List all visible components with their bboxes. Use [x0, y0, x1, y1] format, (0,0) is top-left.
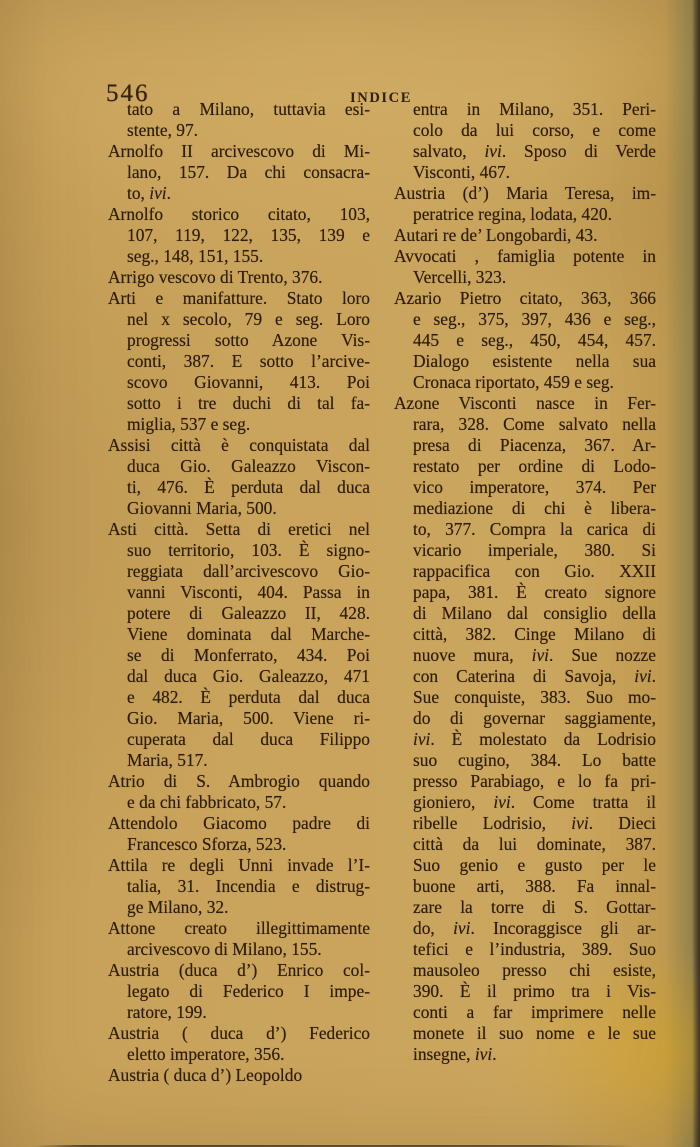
- index-entry: [108, 918, 370, 960]
- index-entry: [108, 141, 370, 204]
- index-line: tato a Milano, tuttavia esi-: [127, 99, 370, 119]
- index-line: vicario imperiale, 380. Si: [413, 540, 656, 560]
- index-line: duca Gio. Galeazzo Viscon-: [127, 456, 370, 476]
- index-entry: [108, 1023, 370, 1065]
- index-line: to, 377. Compra la carica di: [413, 519, 656, 539]
- scan-edge-shadow: [693, 0, 700, 1147]
- index-line: legato di Federico I impe-: [127, 981, 370, 1001]
- index-line: Arrigo vescovo di Trento, 376.: [108, 267, 323, 287]
- index-line: vanni Visconti, 404. Passa in: [127, 582, 370, 602]
- index-line: Austria (d’) Maria Teresa, im-: [394, 183, 656, 203]
- index-column-left: [108, 99, 370, 1086]
- index-line: Viene dominata dal Marche-: [127, 624, 370, 644]
- index-line: Suo genio e gusto per le: [413, 855, 656, 875]
- index-line: Austria ( duca d’) Federico: [108, 1023, 370, 1043]
- index-line: gioniero, ivi. Come tratta il: [413, 792, 656, 812]
- index-line: Attila re degli Unni invade l’I-: [108, 855, 370, 875]
- index-line: potere di Galeazzo II, 428.: [127, 603, 370, 623]
- index-line: Austria ( duca d’) Leopoldo: [108, 1065, 303, 1085]
- index-line: cuperata dal duca Filippo: [127, 729, 370, 749]
- index-line: scovo Giovanni, 413. Poi: [127, 372, 370, 392]
- index-line: Assisi città è conquistata dal: [108, 435, 370, 455]
- index-line: do, ivi. Incoraggisce gli ar-: [413, 918, 656, 938]
- index-line: Maria, 517.: [127, 750, 208, 770]
- index-entry: [394, 99, 656, 183]
- index-line: conti a far imprimere nelle: [413, 1002, 656, 1022]
- index-line: città, 382. Cinge Milano di: [413, 624, 656, 644]
- index-line: nuove mura, ivi. Sue nozze: [413, 645, 656, 665]
- index-line: mausoleo presso chi esiste,: [413, 960, 656, 980]
- index-line: se di Monferrato, 434. Poi: [127, 645, 370, 665]
- index-line: Cronaca riportato, 459 e seg.: [413, 372, 614, 392]
- index-entry: [394, 246, 656, 288]
- index-line: Arnolfo storico citato, 103,: [108, 204, 370, 224]
- index-line: rappacifica con Gio. XXII: [413, 561, 656, 581]
- index-line: Austria (duca d’) Enrico col-: [108, 960, 370, 980]
- index-line: Asti città. Setta di eretici nel: [108, 519, 370, 539]
- index-line: do di governar saggiamente,: [413, 708, 656, 728]
- index-entry: [108, 435, 370, 519]
- index-line: papa, 381. È creato signore: [413, 582, 656, 602]
- index-line: salvato, ivi. Sposo di Verde: [413, 141, 656, 161]
- index-line: presso Parabiago, e lo fa pri-: [413, 771, 656, 791]
- index-line: ivi. È molestato da Lodrisio: [413, 729, 656, 749]
- index-line: vico imperatore, 374. Per: [413, 477, 656, 497]
- index-line: e 482. È perduta dal duca: [127, 687, 370, 707]
- index-line: nel x secolo, 79 e seg. Loro: [127, 309, 370, 329]
- index-line: città da lui dominate, 387.: [413, 834, 656, 854]
- index-line: suo territorio, 103. È signo-: [127, 540, 370, 560]
- index-line: arcivescovo di Milano, 155.: [127, 939, 322, 959]
- index-entry: [108, 204, 370, 267]
- index-entry: [394, 183, 656, 225]
- index-line: Azario Pietro citato, 363, 366: [394, 288, 656, 308]
- index-line: Francesco Sforza, 523.: [127, 834, 287, 854]
- running-title: INDICE: [350, 90, 412, 106]
- index-line: sotto i tre duchi di tal fa-: [127, 393, 370, 413]
- index-line: Visconti, 467.: [413, 162, 511, 182]
- index-line: conti, 387. E sotto l’arcive-: [127, 351, 370, 371]
- index-line: insegne, ivi.: [413, 1044, 497, 1064]
- index-line: talia, 31. Incendia e distrug-: [127, 876, 370, 896]
- index-line: colo da lui corso, e come: [413, 120, 656, 140]
- index-entry: [108, 99, 370, 141]
- index-line: progressi sotto Azone Vis-: [127, 330, 370, 350]
- index-entry: [394, 393, 656, 1065]
- index-line: eletto imperatore, 356.: [127, 1044, 285, 1064]
- index-line: Arti e manifatture. Stato loro: [108, 288, 370, 308]
- index-line: ti, 476. È perduta dal duca: [127, 477, 370, 497]
- index-line: Attendolo Giacomo padre di: [108, 813, 370, 833]
- index-line: 445 e seg., 450, 454, 457.: [413, 330, 656, 350]
- index-line: mediazione di chi è libera-: [413, 498, 656, 518]
- index-line: to, ivi.: [127, 183, 171, 203]
- index-entry: [108, 519, 370, 771]
- index-entry: [108, 1065, 370, 1086]
- index-line: ratore, 199.: [127, 1002, 207, 1022]
- index-line: buone arti, 388. Fa innal-: [413, 876, 656, 896]
- index-line: 107, 119, 122, 135, 139 e: [127, 225, 370, 245]
- index-line: tefici e l’industria, 389. Suo: [413, 939, 656, 959]
- index-line: ge Milano, 32.: [127, 897, 229, 917]
- index-line: miglia, 537 e seg.: [127, 414, 251, 434]
- index-line: restato per ordine di Lodo-: [413, 456, 656, 476]
- index-line: lano, 157. Da chi consacra-: [127, 162, 370, 182]
- index-line: zare la torre di S. Gottar-: [413, 897, 656, 917]
- index-entry: [394, 225, 656, 246]
- index-line: Sue conquiste, 383. Suo mo-: [413, 687, 656, 707]
- index-text-block: [108, 99, 656, 1086]
- index-line: Attone creato illegittimamente: [108, 918, 370, 938]
- index-line: Atrio di S. Ambrogio quando: [108, 771, 370, 791]
- index-entry: [108, 855, 370, 918]
- index-line: seg., 148, 151, 155.: [127, 246, 264, 266]
- page-number: 546: [106, 80, 150, 107]
- index-entry: [394, 288, 656, 393]
- index-line: Avvocati , famiglia potente in: [394, 246, 656, 266]
- index-line: e seg., 375, 397, 436 e seg.,: [413, 309, 656, 329]
- index-column-right: [394, 99, 656, 1086]
- index-entry: [108, 960, 370, 1023]
- index-line: Dialogo esistente nella sua: [413, 351, 656, 371]
- index-line: Gio. Maria, 500. Viene ri-: [127, 708, 370, 728]
- index-entry: [108, 288, 370, 435]
- index-line: entra in Milano, 351. Peri-: [413, 99, 656, 119]
- index-line: monete il suo nome e le sue: [413, 1023, 656, 1043]
- index-line: suo cugino, 384. Lo batte: [413, 750, 656, 770]
- index-line: ribelle Lodrisio, ivi. Dieci: [413, 813, 656, 833]
- index-line: 390. È il primo tra i Vis-: [413, 981, 656, 1001]
- index-line: peratrice regina, lodata, 420.: [413, 204, 612, 224]
- index-entry: [108, 771, 370, 813]
- index-line: dal duca Gio. Galeazzo, 471: [127, 666, 370, 686]
- index-entry: [108, 813, 370, 855]
- index-line: e da chi fabbricato, 57.: [127, 792, 287, 812]
- index-line: reggiata dall’arcivescovo Gio-: [127, 561, 370, 581]
- index-entry: [108, 267, 370, 288]
- index-line: di Milano dal consiglio della: [413, 603, 656, 623]
- index-line: stente, 97.: [127, 120, 198, 140]
- index-line: Giovanni Maria, 500.: [127, 498, 277, 518]
- index-line: rara, 328. Come salvato nella: [413, 414, 656, 434]
- index-line: presa di Piacenza, 367. Ar-: [413, 435, 656, 455]
- index-line: Arnolfo II arcivescovo di Mi-: [108, 141, 370, 161]
- index-line: Autari re de’ Longobardi, 43.: [394, 225, 598, 245]
- index-line: Azone Visconti nasce in Fer-: [394, 393, 656, 413]
- index-line: con Caterina di Savoja, ivi.: [413, 666, 656, 686]
- index-line: Vercelli, 323.: [413, 267, 507, 287]
